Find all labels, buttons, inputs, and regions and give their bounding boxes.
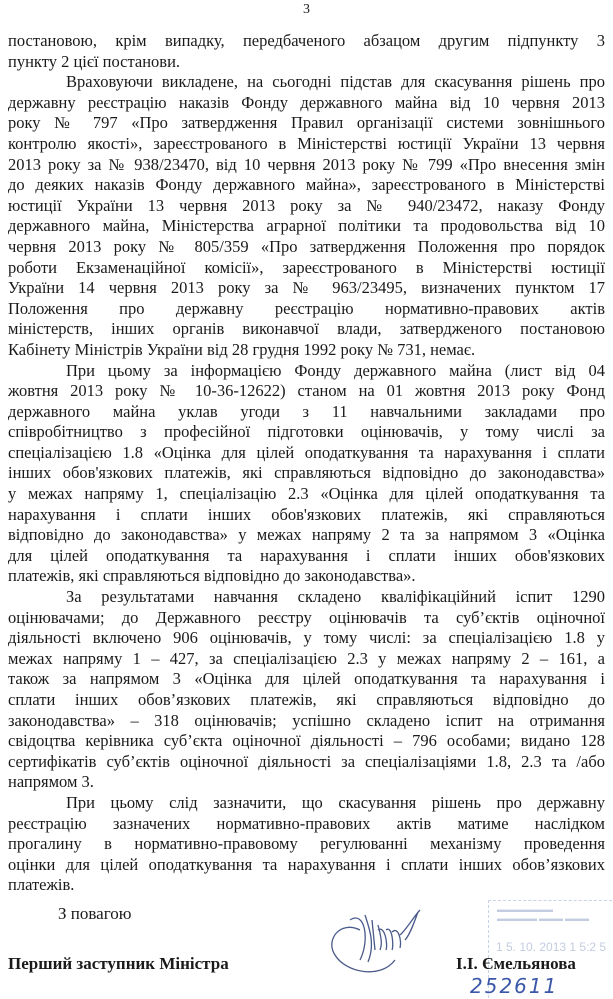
text-line: прогалину в нормативно-правовому регулюванні механізму проведення [8,834,605,854]
text-line: України 14 червня 2013 року за № 963/23495, визначених пунктом 17 [8,278,605,298]
text-line: роботи Екзаменаційної комісії», зареєстрованого в Міністерстві юстиції [8,257,605,277]
letter-body [8,31,605,896]
text-line: червня 2013 року № 805/359 «Про затвердження Положення про порядок [8,236,605,256]
text-line: законодавства» – 318 оцінювачів; успішно складено іспит на отримання [8,710,605,730]
text-line: у межах напряму 1, спеціалізацію 2.3 «Оцінка для цілей оподаткування та [8,484,605,504]
text-line: жовтня 2013 року № 10-36-12622) станом на 01 жовтня 2013 року Фонд [8,381,605,401]
text-line: контролю якості», зареєстрованого в Міністерстві юстиції України 13 червня [8,133,605,153]
text-line: року № 797 «Про затвердження Правил організації системи зовнішнього [8,113,605,133]
text-line: Положення про державну реєстрацію нормативно-правових актів [8,298,605,318]
text-line: платежів, які справляються відповідно до законодавства». [8,566,416,586]
text-line: Враховуючи викладене, на сьогодні підстав для скасування рішень про [66,72,605,92]
text-line: відповідно до законодавства» у межах напряму 2 та за напрямом 3 «Оцінка [8,525,605,545]
signatory-name: І.І. Ємельянова [456,954,576,973]
stamp-faded-text: ▬▬▬▬▬▬▬ ▬▬▬▬▬ ▬▬▬ ▬▬▬ [497,905,589,923]
text-line: оцінки для цілей оподаткування та нарахування і сплати інших обов’язкових [8,854,605,874]
text-line: юстиції України 13 червня 2013 року за № 940/23472, наказу Фонду [8,195,605,215]
text-line: нарахування і сплати інших обов'язкових платежів, які справляються [8,504,605,524]
text-line: державного майна уклав угоди з 11 навчальними закладами про [8,401,605,421]
text-line: також за напрямом 3 «Оцінка для цілей оподаткування та нарахування і [8,669,605,689]
text-line: спеціалізацією 1.8 «Оцінка для цілей оподаткування та нарахування і сплати [8,442,605,462]
text-line: реєстрацію зазначених нормативно-правових актів матиме наслідком [8,813,605,833]
text-line: 2013 року за № 938/23470, від 10 червня 2013 року № 799 «Про внесення змін [8,154,605,174]
text-line: При цьому слід зазначити, що скасування рішень про державну [66,792,605,812]
text-line: пункту 2 цієї постанови. [8,51,181,71]
text-line: платежів. [8,875,75,895]
text-line: державну реєстрацію наказів Фонду державного майна від 10 червня 2013 [8,92,605,112]
text-line: При цьому за інформацією Фонду державного майна (лист від 04 [66,360,605,380]
text-line: оцінювачами; до Державного реєстру оцінювачів та суб’єктів оціночної [8,607,605,627]
text-line: Кабінету Міністрів України від 28 грудня 1992 року № 731, немає. [8,339,476,359]
handwritten-signature [320,900,440,985]
text-line: сертифікатів суб’єктів оціночної діяльності за спеціалізаціями 1.8, 2.3 та /або [8,751,605,771]
text-line: сплати інших обов’язкових платежів, які справляються відповідно до [8,690,605,709]
text-line: державного майна, Міністерства аграрної політики та продовольства від 10 [8,216,605,236]
text-line: межах напряму 1 – 427, за спеціалізацією 2.3 у межах напряму 2 – 161, а [8,648,605,668]
text-line: міністерств, інших органів виконавчої влади, затвердженого постановою [8,319,605,339]
text-line: свідоцтва керівника суб’єкта оціночної діяльності – 796 особами; видано 128 [8,731,605,751]
text-line: За результатами навчання складено кваліфікаційний іспит 1290 [66,587,605,607]
text-line: для цілей оподаткування та нарахування і сплати інших обов'язкових [8,545,605,565]
signatory-position: Перший заступник Міністра [8,954,229,973]
text-line: постановою, крім випадку, передбаченого абзацом другим підпункту 3 [8,31,605,50]
text-line: напрямом 3. [8,772,94,792]
text-line: до деяких наказів Фонду державного майна», зареєстрованого в Міністерстві [8,175,605,195]
text-line: інших обов'язкових платежів, які справляються відповідно до законодавства» [8,463,605,483]
page-number: 3 [303,2,310,17]
stamp-datetime: 1 5. 10. 2013 1 5:2 5 [496,940,607,954]
text-line: діяльності включено 906 оцінювачів, у тому числі: за спеціалізацією 1.8 у [8,628,605,648]
closing-salutation: З повагою [58,904,132,923]
registration-number: 252611 [470,974,559,998]
text-line: співробітництво з професійної підготовки оцінювачів, у тому числі за [8,422,605,442]
